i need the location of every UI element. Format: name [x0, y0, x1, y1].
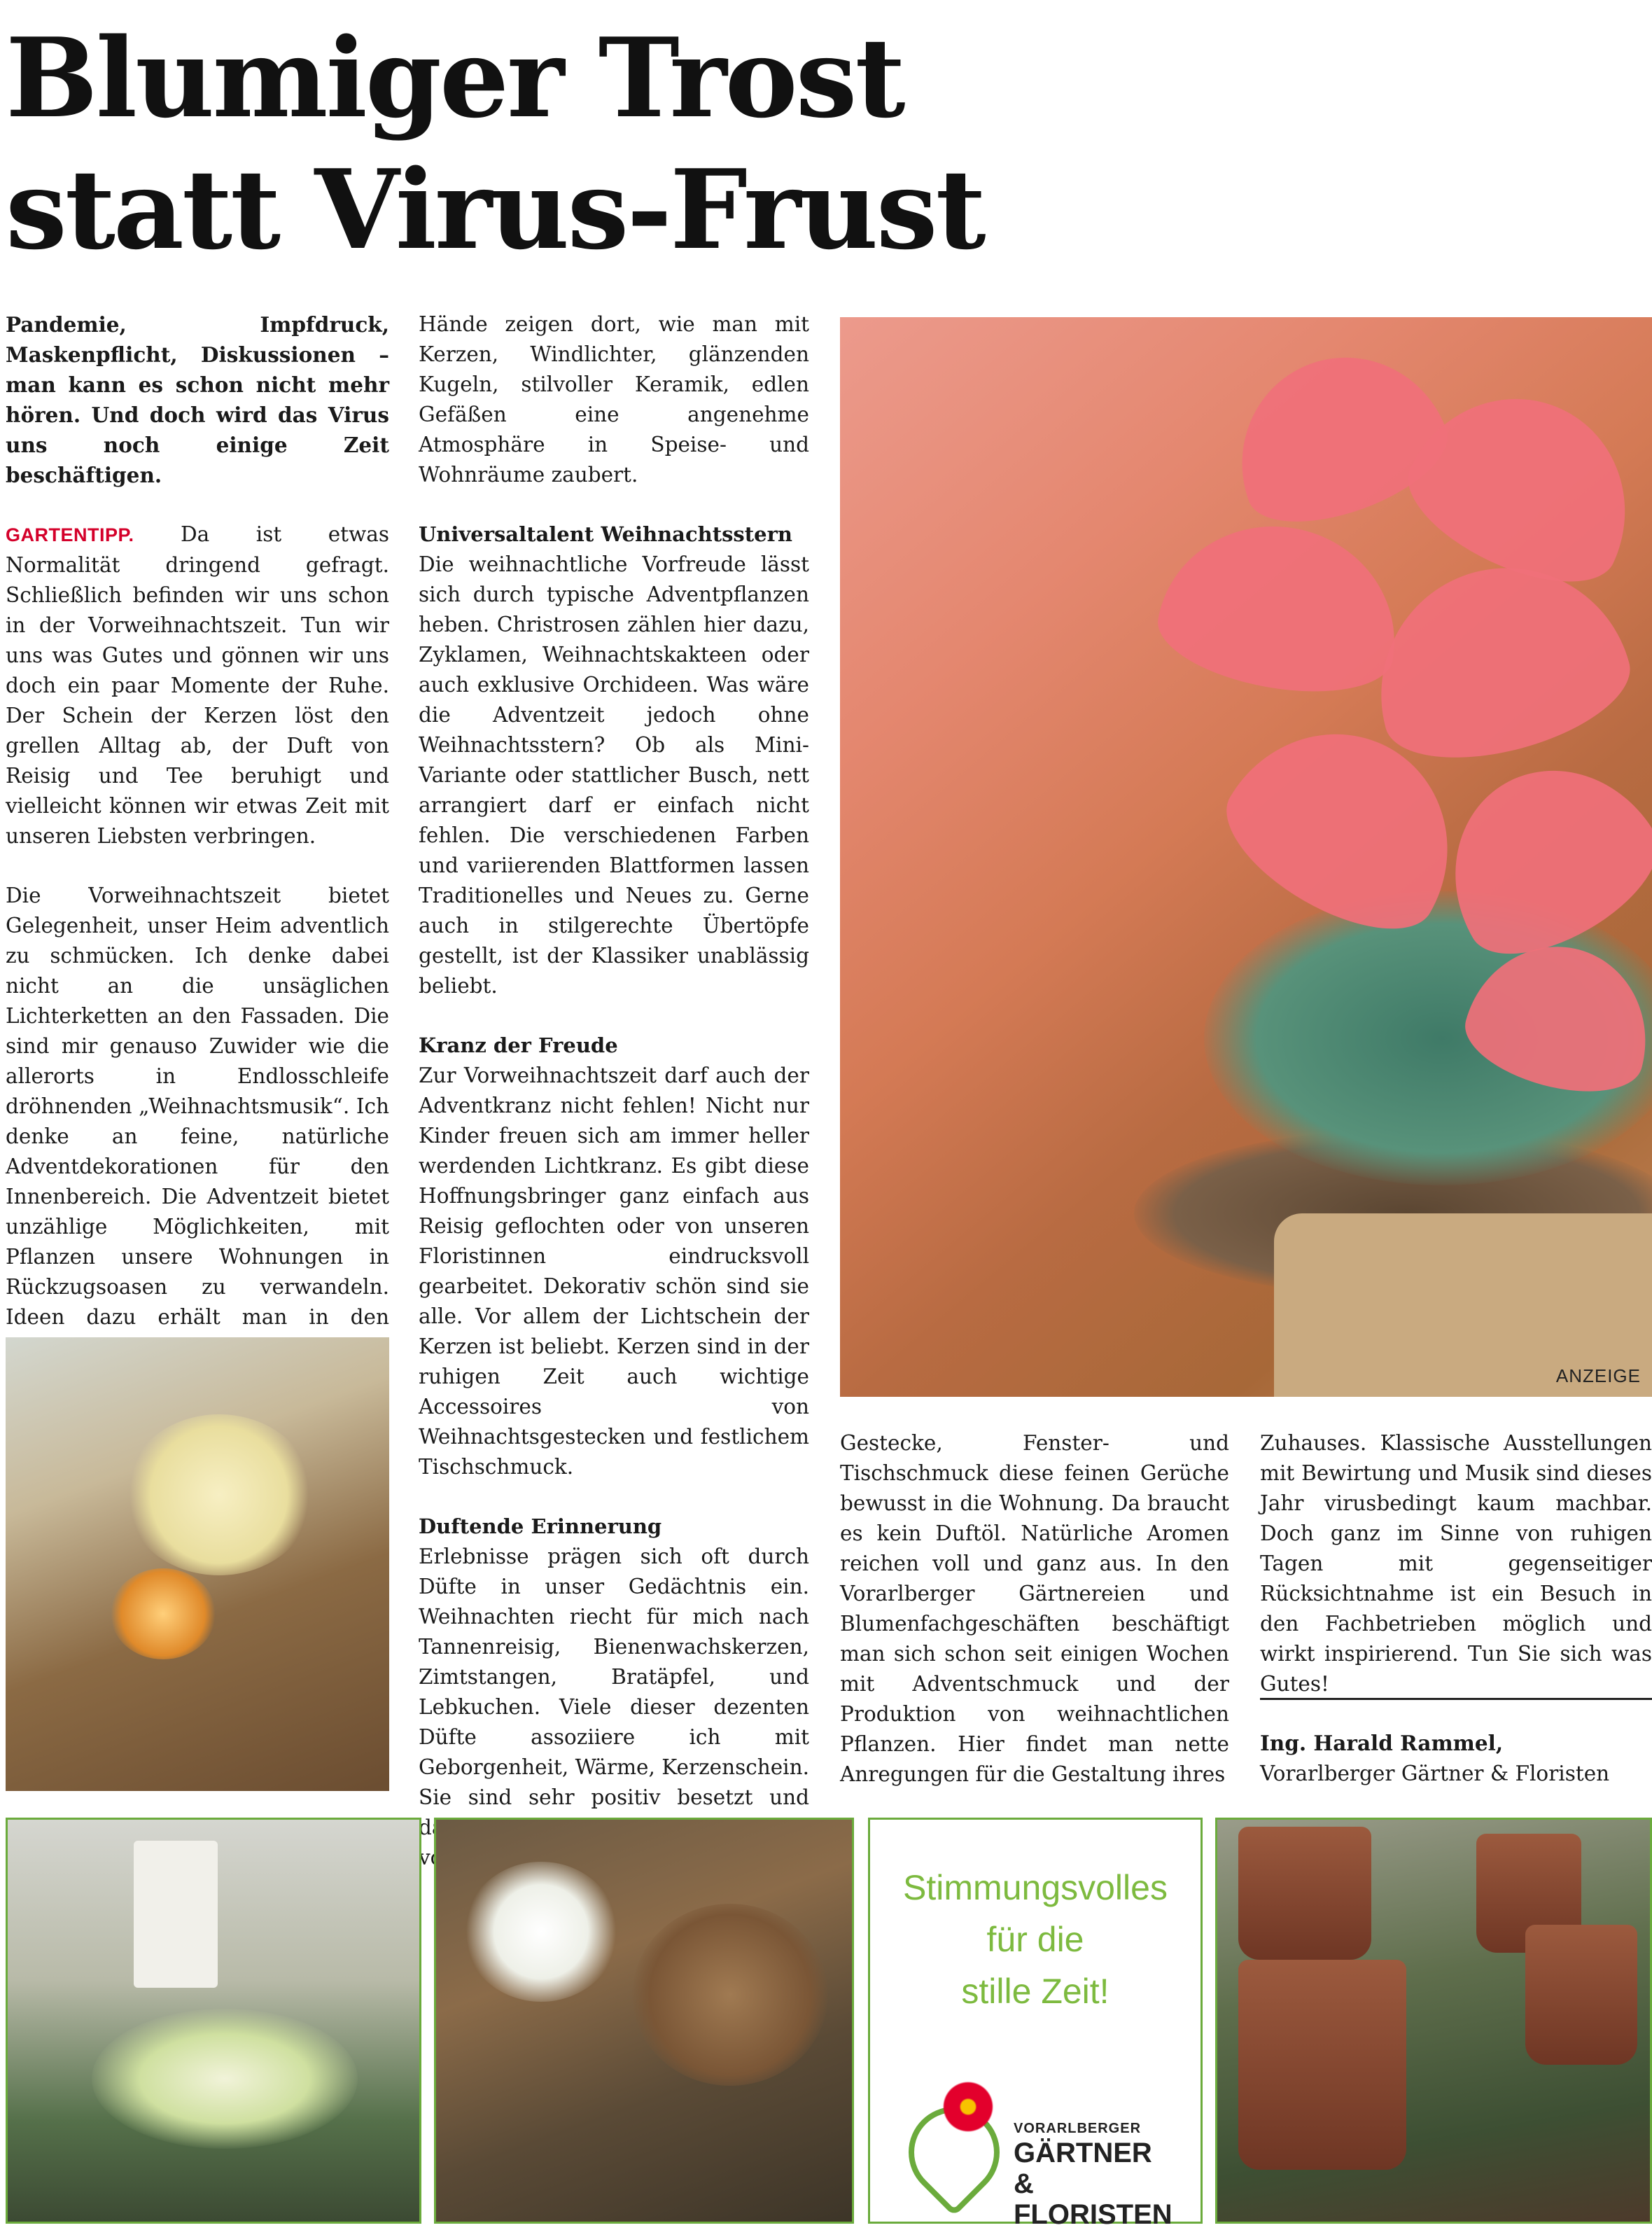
logo-region-text: VORARLBERGER: [1014, 2121, 1142, 2136]
paragraph-closing: Zuhauses. Klassische Ausstellungen mit Bewirtung und Musik sind dieses Jahr virusbedingt kaum machbar. Doch ganz im Sinne von ruhigen Tagen mit gegenseitiger Rücksichtnahme ist ein Besuch in den Fachbetrieben möglich und wirkt inspirierend. Tun Sie sich was Gutes!: [1260, 1431, 1652, 1696]
candles-arrangement-photo: [1215, 1818, 1652, 2224]
flower-icon: [940, 2079, 996, 2135]
gaertner-floristen-logo: [909, 2079, 1172, 2230]
paragraph-gestecke: Gestecke, Fenster- und Tischschmuck diese feinen Gerüche bewusst in die Wohnung. Da braucht es kein Duftöl. Natürliche Aromen reichen voll und ganz aus. In den Vorarlberger Gärtnereien und Blumenfachgeschäften beschäftigt man sich schon seit einigen Wochen mit Adventschmuck und der Produktion von weihnachtlichen Pflanzen. Hier findet man nette Anregungen für die Gestaltung ihres: [840, 1431, 1229, 1786]
logo-name-text: [1014, 2138, 1172, 2230]
ad-label: ANZEIGE: [1555, 1365, 1641, 1386]
signature-divider: [1260, 1698, 1652, 1700]
column-2: [419, 309, 809, 1873]
lead-paragraph: Pandemie, Impfdruck, Maskenpflicht, Diskussionen – man kann es schon nicht mehr hören. Und doch wird das Virus uns noch einige Zeit beschäftigen.: [6, 312, 389, 487]
author-name: Ing. Harald Rammel,: [1260, 1731, 1504, 1755]
paragraph-decoration: Die Vorweihnachtszeit bietet Gelegenheit, unser Heim adventlich zu schmücken. Ich denke dabei nicht an die unsäglichen Lichterketten an den Fassaden. Die sind mir genauso Zuwider wie die allerorts in Endlosschleife dröhnenden „Weihnachtsmusik“. Ich denke an feine, natürliche Adventdekorationen für den Innenbereich. Die Adventzeit bietet unzählige Möglichkeiten, mit Pflanzen unsere Wohnungen in Rückzugsoasen zu verwandeln. Ideen dazu erhält man in den: [6, 884, 389, 1329]
column-4: [1260, 1428, 1652, 1699]
subheading-duft: Duftende Erinnerung: [419, 1514, 662, 1538]
subheading-weihnachtsstern: Universaltalent Weihnachtsstern: [419, 522, 792, 546]
paragraph-weihnachtsstern: Die weihnachtliche Vorfreude lässt sich durch typische Adventpflanzen heben. Christrosen zählen hier dazu, Zyklamen, Weihnachtskakteen oder auch exklusive Orchideen. Was wäre die Adventzeit jedoch ohne Weihnachtsstern? Ob als Mini-Variante oder stattlicher Busch, nett arrangiert darf er einfach nicht fehlen. Die verschiedenen Farben und variierenden Blattformen lassen Traditionelles und Neues zu. Gerne auch in stilgerechte Übertöpfe gestellt, ist der Klassiker unablässig beliebt.: [419, 552, 809, 998]
logo-line-2: FLORISTEN: [1014, 2199, 1172, 2230]
column-3: [840, 1428, 1229, 1790]
promo-box: [868, 1818, 1203, 2230]
kicker-label: GARTENTIPP.: [6, 524, 134, 545]
logo-line-1: GÄRTNER &: [1014, 2138, 1152, 2199]
pinecone-arrangement-photo: [434, 1818, 854, 2224]
author-signature: [1260, 1728, 1652, 1789]
promo-tagline: Stimmungsvolles für die stille Zeit!: [903, 1868, 1168, 2011]
paragraph-intro-text: Da ist etwas Normalität dringend gefragt. Schließlich befinden wir uns schon in der Vorweihnachtszeit. Tun wir uns was Gutes und gönnen wir uns doch ein paar Momente der Ruhe. Der Schein der Kerzen löst den grellen Alltag ab, der Duft von Reisig und Tee beruhigt und vielleicht können wir etwas Zeit mit unseren Liebsten verbringen.: [6, 522, 389, 848]
column-1: [6, 309, 389, 1423]
paragraph-intro: [6, 520, 389, 851]
author-organization: Vorarlberger Gärtner & Floristen: [1260, 1762, 1610, 1785]
headline: Blumiger Trost statt Virus-Frust: [6, 14, 984, 274]
wreath-photo: [6, 1337, 389, 1791]
poinsettia-photo: [840, 317, 1652, 1397]
paragraph-continuation: Hände zeigen dort, wie man mit Kerzen, Windlichter, glänzenden Kugeln, stilvoller Keramik, edlen Gefäßen eine angenehme Atmosphäre in Speise- und Wohnräume zaubert.: [419, 312, 809, 487]
paragraph-duft: Erlebnisse prägen sich oft durch Düfte in unser Gedächtnis ein. Weihnachten riecht für mich nach Tannenreisig, Bienenwachskerzen, Zimtstangen, Bratäpfel, und Lebkuchen. Viele dieser dezenten Düfte assoziiere ich mit Geborgenheit, Wärme, Kerzenschein. Sie sind sehr positiv besetzt und: [419, 1545, 809, 1809]
christmas-rose-photo: [6, 1818, 421, 2224]
paragraph-kranz: Zur Vorweihnachtszeit darf auch der Adventkranz nicht fehlen! Nicht nur Kinder freuen sich am immer heller werdenden Lichtkranz. Es gibt diese Hoffnungsbringer ganz einfach aus Reisig geflochten oder von unseren Floristinnen eindrucksvoll gearbeitet. Dekorativ schön sind sie alle. Vor allem der Lichtschein der Kerzen ist beliebt. Kerzen sind in der ruhigen Zeit auch wichtige Accessoires von Weihnachtsgestecken und festlichem Tischschmuck.: [419, 1064, 809, 1479]
subheading-kranz: Kranz der Freude: [419, 1033, 618, 1057]
